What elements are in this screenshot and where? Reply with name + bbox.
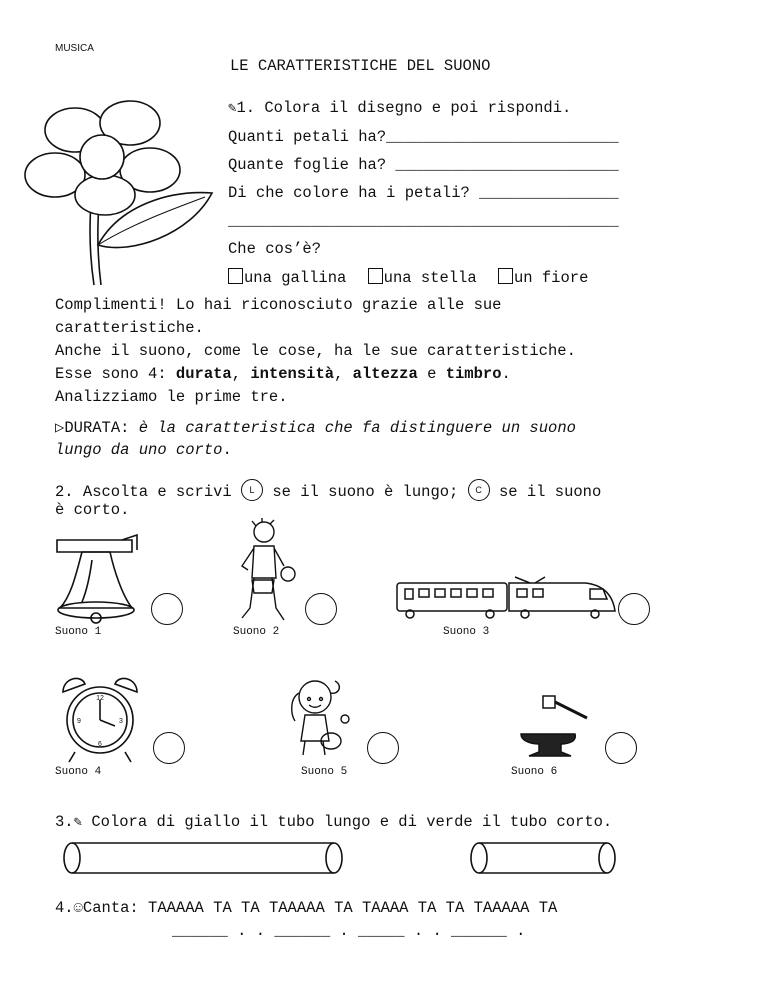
question-petals[interactable]: Quanti petali ha?_________________________	[228, 128, 619, 146]
durata-definition-2: lungo da uno corto.	[55, 441, 232, 459]
intro-line-3: Anche il suono, come le cose, ha le sue caratteristiche.	[55, 342, 576, 360]
svg-text:12: 12	[96, 695, 104, 702]
caption-suono-1: Suono 1	[55, 626, 102, 638]
answer-circle-2[interactable]	[305, 593, 337, 625]
svg-text:6: 6	[98, 741, 102, 748]
rhythm-line: ______ . . ______ . _____ . . ______ .	[172, 922, 526, 940]
short-tube[interactable]	[469, 840, 619, 876]
answer-circle-4[interactable]	[153, 732, 185, 764]
smiley-icon: ☺	[73, 899, 83, 917]
option-checkbox[interactable]	[498, 268, 513, 284]
answer-circle-5[interactable]	[367, 732, 399, 764]
exercise-2-instruction-2: è corto.	[55, 501, 130, 519]
basketball-player-icon	[232, 518, 302, 628]
flower-drawing	[20, 95, 220, 290]
pencil-icon: ✎	[73, 815, 83, 831]
exercise-4-song: 4.☺Canta: TAAAAA TA TA TAAAAA TA TAAAA TA TA TAAAAA TA	[55, 899, 558, 917]
subject-label: MUSICA	[55, 43, 94, 54]
train-icon	[395, 575, 620, 620]
intro-line-1: Complimenti! Lo hai riconosciuto grazie alle sue	[55, 296, 502, 314]
intro-line-4: Esse sono 4: durata, intensità, altezza e timbro.	[55, 365, 511, 383]
caption-suono-3: Suono 3	[443, 626, 490, 638]
page-title: LE CARATTERISTICHE DEL SUONO	[230, 57, 491, 75]
intro-line-5: Analizziamo le prime tre.	[55, 388, 288, 406]
caption-suono-2: Suono 2	[233, 626, 280, 638]
answer-circle-1[interactable]	[151, 593, 183, 625]
durata-definition: ▷DURATA: è la caratteristica che fa distinguere un suono	[55, 419, 576, 437]
badge-l: L	[241, 479, 263, 501]
svg-text:3: 3	[119, 718, 123, 725]
question-what: Che cos’è?	[228, 240, 322, 258]
option-label: una stella	[383, 269, 477, 287]
exercise-3-instruction: 3.✎ Colora di giallo il tubo lungo e di verde il tubo corto.	[55, 813, 613, 831]
answer-options	[228, 268, 588, 287]
triangle-icon: ▷	[55, 419, 65, 437]
pencil-icon: ✎	[228, 101, 237, 117]
alarm-clock-icon	[55, 670, 145, 765]
caption-suono-4: Suono 4	[55, 766, 102, 778]
answer-line[interactable]: __________________________________________	[228, 212, 619, 230]
caption-suono-6: Suono 6	[511, 766, 558, 778]
answer-circle-6[interactable]	[605, 732, 637, 764]
badge-c: C	[468, 479, 490, 501]
option-label: un fiore	[513, 269, 589, 287]
option-checkbox[interactable]	[368, 268, 383, 284]
long-tube[interactable]	[62, 840, 347, 876]
alarm-clock-icon	[55, 0, 145, 95]
bell-icon	[52, 530, 152, 625]
caption-suono-5: Suono 5	[301, 766, 348, 778]
exercise-1-instruction: ✎1. Colora il disegno e poi rispondi.	[228, 99, 572, 117]
option-label: una gallina	[244, 269, 347, 287]
exercise-2-instruction: 2. Ascolta e scrivi L se il suono è lungo; C se il suono	[55, 479, 601, 501]
intro-line-2: caratteristiche.	[55, 319, 204, 337]
option-checkbox[interactable]	[228, 268, 243, 284]
question-color[interactable]: Di che colore ha i petali? _______________	[228, 184, 619, 202]
anvil-hammer-icon	[515, 690, 595, 760]
svg-text:9: 9	[77, 718, 81, 725]
girl-tennis-icon	[285, 675, 355, 760]
question-leaves[interactable]: Quante foglie ha? ________________________	[228, 156, 619, 174]
answer-circle-3[interactable]	[618, 593, 650, 625]
